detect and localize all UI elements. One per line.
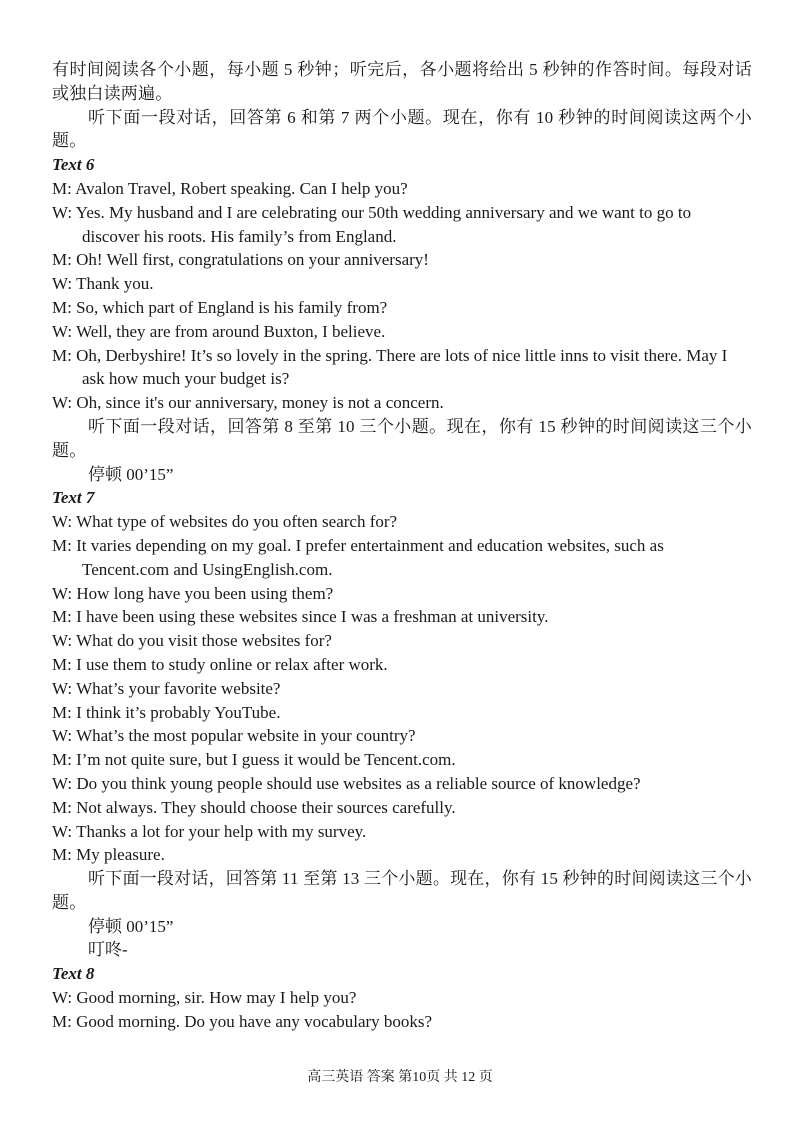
instruction-questions-11-13: 听下面一段对话，回答第 11 至第 13 三个小题。现在，你有 15 秒钟的时间阅读这三个小题。 — [52, 869, 752, 912]
dialogue-line: W: Thanks a lot for your help with my survey. — [52, 821, 367, 841]
dialogue-line: M: Avalon Travel, Robert speaking. Can I help you? — [52, 178, 408, 198]
dialogue-line: M: I think it’s probably YouTube. — [52, 702, 281, 722]
pause-note: 停顿 00’15” — [88, 464, 174, 484]
text7-dialogue — [52, 510, 752, 867]
dialogue-line: M: Not always. They should choose their sources carefully. — [52, 797, 456, 817]
pause-note: 停顿 00’15” — [88, 916, 174, 936]
text6-dialogue — [52, 177, 752, 415]
instruction-questions-8-10: 听下面一段对话，回答第 8 至第 10 三个小题。现在，你有 15 秒钟的时间阅读这三个小题。 — [52, 416, 752, 460]
dialogue-line: W: What’s the most popular website in your country? — [52, 726, 416, 746]
dialogue-line: W: How long have you been using them? — [52, 583, 334, 603]
dialogue-line: M: I have been using these websites since I was a freshman at university. — [52, 607, 549, 627]
text8-dialogue — [52, 986, 752, 1034]
dialogue-line: M: I’m not quite sure, but I guess it would be Tencent.com. — [52, 750, 456, 770]
dialogue-line: M: Oh! Well first, congratulations on your anniversary! — [52, 250, 429, 270]
text8-heading: Text 8 — [52, 964, 95, 984]
dialogue-line: W: Yes. My husband and I are celebrating our 50th wedding anniversary and we want to go to discover his roots. His family’s from England. — [52, 202, 692, 246]
dialogue-line: M: So, which part of England is his family from? — [52, 297, 388, 317]
intro-paragraph: 有时间阅读各个小题，每小题 5 秒钟；听完后，各小题将给出 5 秒钟的作答时间。每段对话或独白读两遍。 — [52, 60, 752, 103]
text6-heading: Text 6 — [52, 155, 95, 175]
dialogue-line: W: What type of websites do you often search for? — [52, 512, 398, 532]
dialogue-line: M: I use them to study online or relax after work. — [52, 654, 388, 674]
dialogue-line: W: Thank you. — [52, 274, 154, 294]
dialogue-line: W: What’s your favorite website? — [52, 678, 281, 698]
page-footer: 高三英语 答案 第10页 共 12 页 — [307, 1070, 493, 1085]
dialogue-line: W: Good morning, sir. How may I help you? — [52, 988, 357, 1008]
dialogue-line: M: It varies depending on my goal. I prefer entertainment and education websites, such as Tencent.com and UsingEnglish.com. — [52, 535, 664, 579]
dialogue-line: W: What do you visit those websites for? — [52, 631, 332, 651]
dialogue-line: W: Oh, since it's our anniversary, money is not a concern. — [52, 393, 444, 413]
dialogue-line: W: Do you think young people should use websites as a reliable source of knowledge? — [52, 773, 641, 793]
page-content — [52, 58, 752, 1034]
ding-dong-note: 叮咚- — [88, 940, 128, 960]
dialogue-line: M: My pleasure. — [52, 845, 165, 865]
dialogue-line: M: Oh, Derbyshire! It’s so lovely in the spring. There are lots of nice little inns to visit there. May I ask how much your budget is? — [52, 345, 728, 389]
dialogue-line: W: Well, they are from around Buxton, I believe. — [52, 321, 386, 341]
dialogue-line: M: Good morning. Do you have any vocabulary books? — [52, 1011, 433, 1031]
text7-heading: Text 7 — [52, 488, 95, 508]
instruction-questions-6-7: 听下面一段对话，回答第 6 和第 7 两个小题。现在，你有 10 秒钟的时间阅读这两个小题。 — [52, 107, 752, 151]
